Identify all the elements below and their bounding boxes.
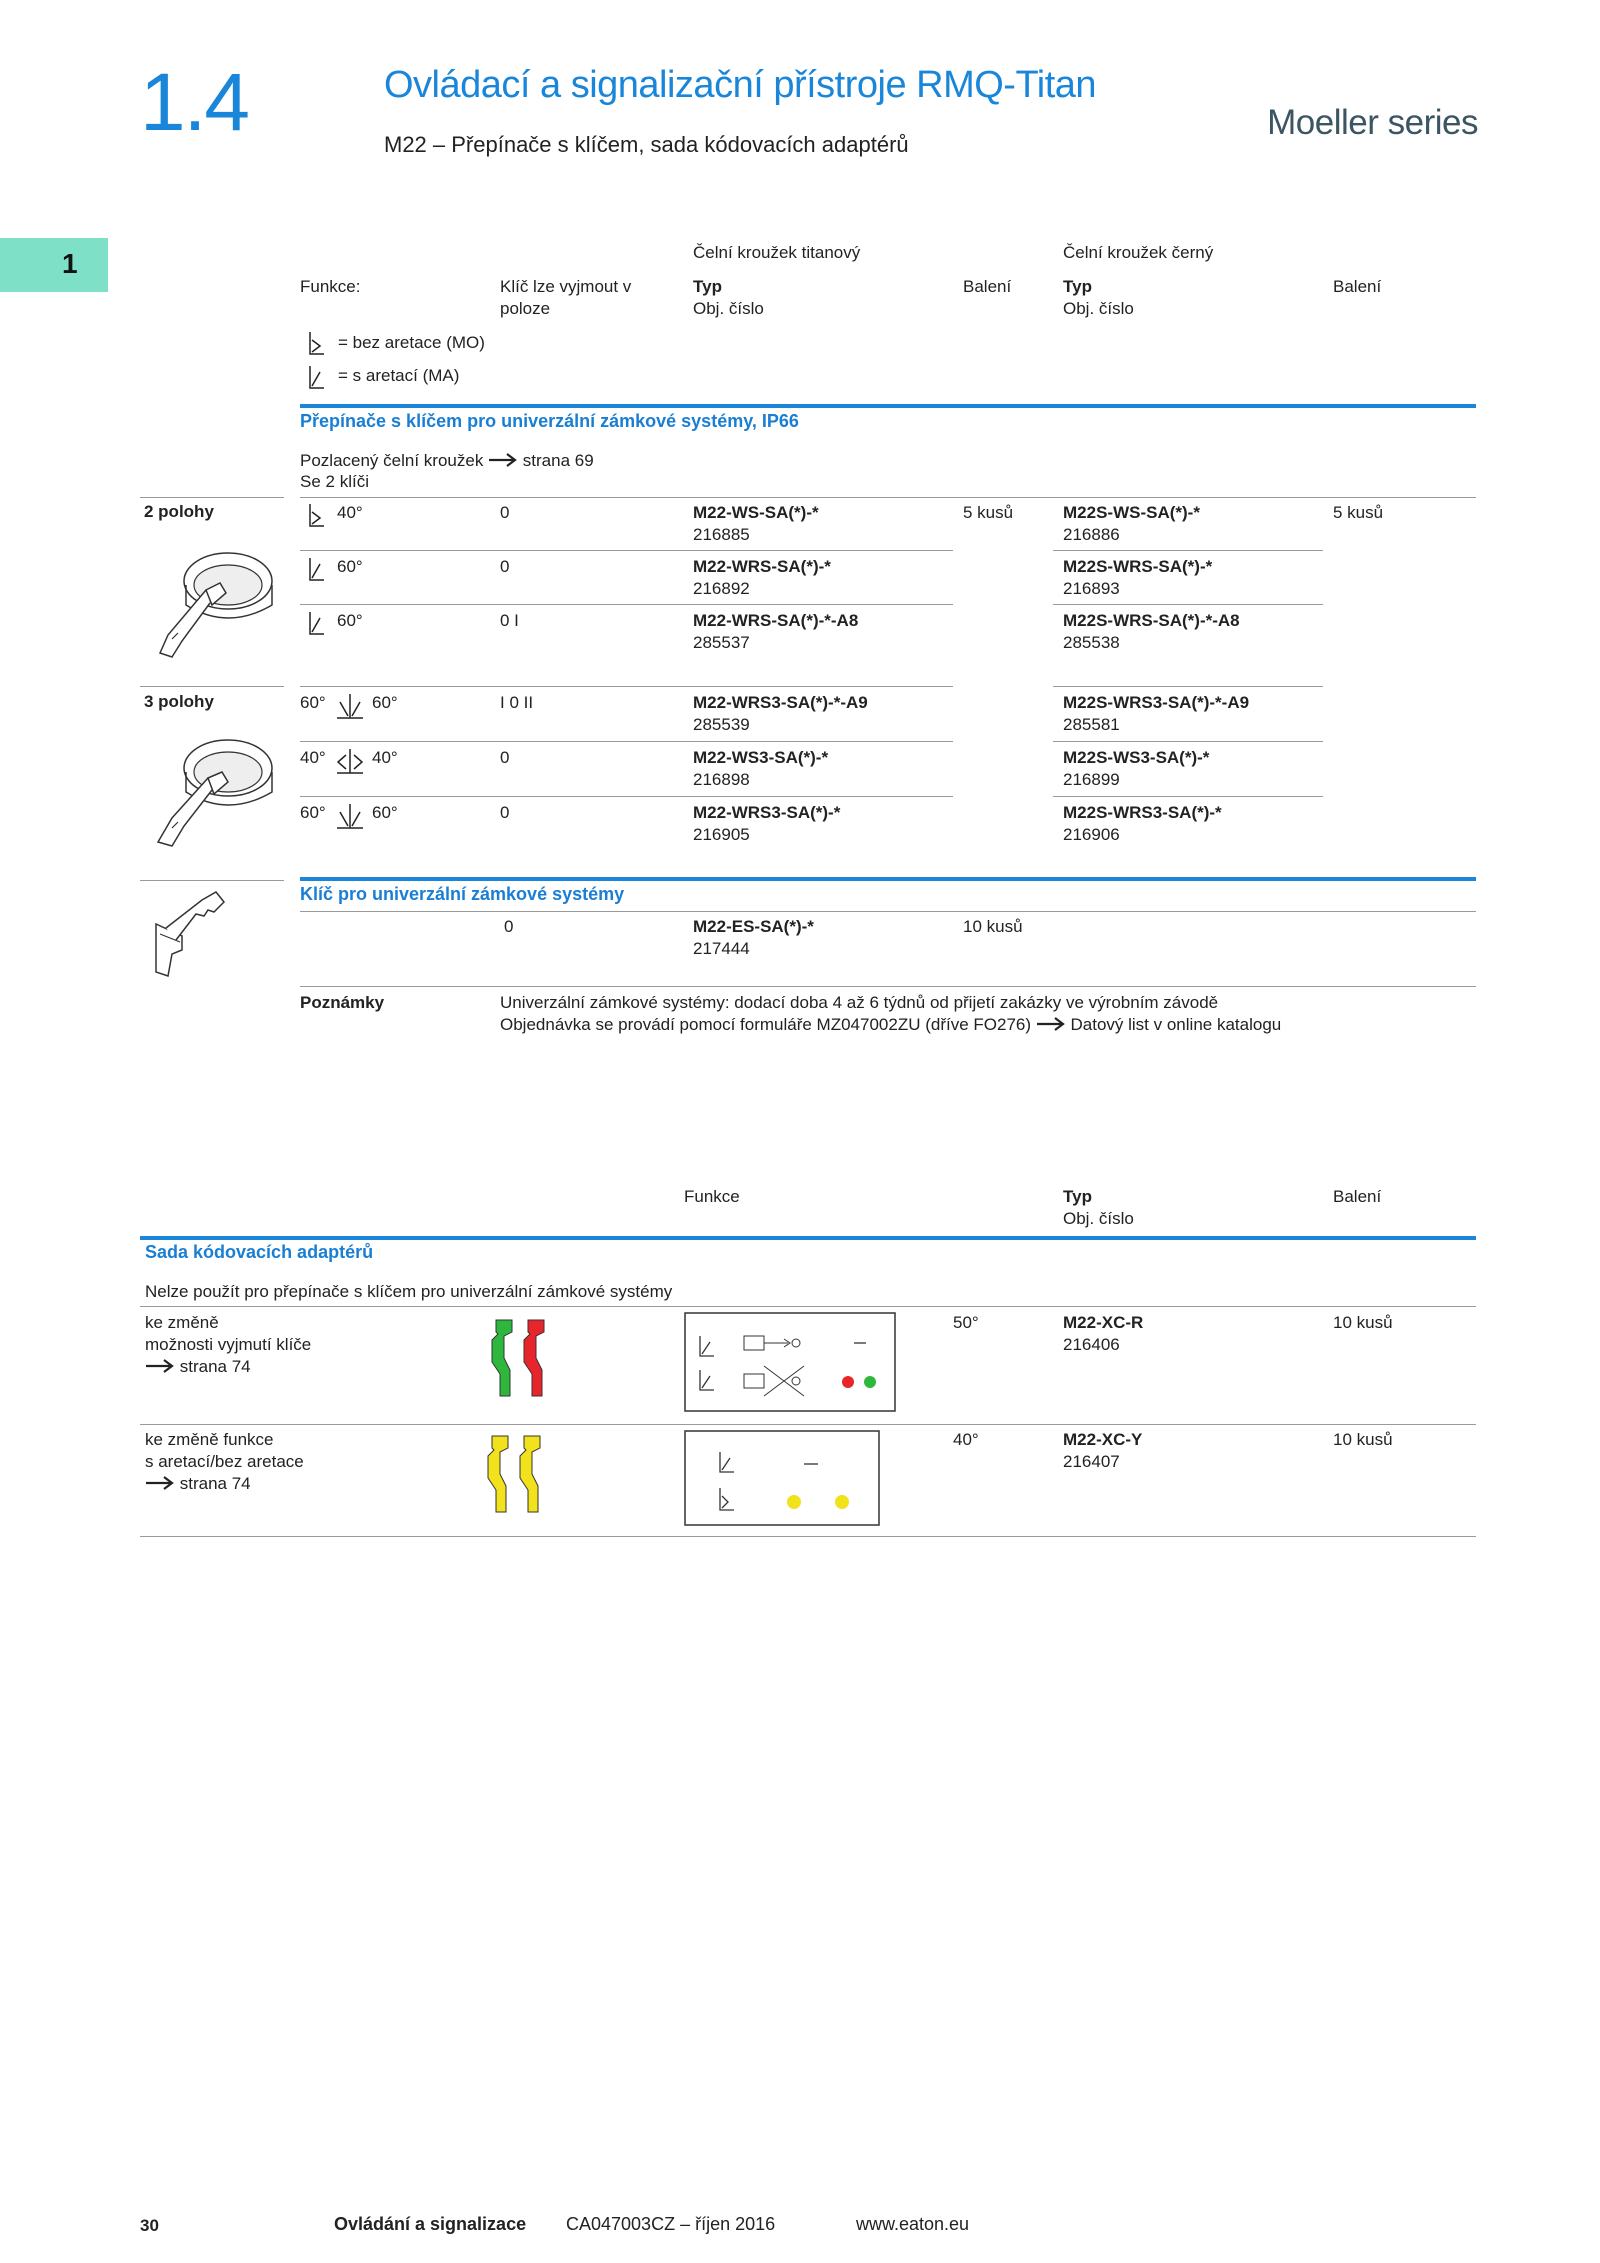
t2-col-function: Funkce (684, 1187, 740, 1206)
footer-page-number: 30 (140, 2216, 159, 2235)
t2-col-order: Obj. číslo (1063, 1209, 1134, 1228)
key-image (146, 884, 226, 978)
row1-no-ti: 216885 (693, 525, 750, 544)
momentary-symbol-icon (306, 330, 330, 358)
arrow-right-icon (488, 453, 518, 467)
section-title-key: Klíč pro univerzální zámkové systémy (300, 884, 625, 904)
row5-type-bk: M22S-WS3-SA(*)-* (1063, 748, 1210, 767)
row5-angle-left: 40° (300, 748, 326, 767)
row2-position: 0 (500, 557, 510, 576)
row1-type-bk: M22S-WS-SA(*)-* (1063, 503, 1200, 522)
row4-angle: 60° (372, 693, 398, 712)
key-position: 0 (504, 917, 514, 936)
row1-pack-ti: 5 kusů (963, 503, 1014, 522)
row1-angle: 40° (337, 503, 363, 522)
t2-row1-page-link[interactable]: strana 74 (179, 1357, 251, 1376)
note-ring-link[interactable]: strana 69 (522, 451, 594, 470)
row2-type-bk: M22S-WRS-SA(*)-* (1063, 557, 1213, 576)
key-switch-3pos-image (146, 722, 286, 852)
three-position-maintained-symbol-icon (333, 802, 367, 832)
key-pack: 10 kusů (963, 917, 1023, 936)
note-keys: Se 2 klíči (300, 472, 369, 491)
row4-no-ti: 285539 (693, 715, 750, 734)
row4-type-bk: M22S-WRS3-SA(*)-*-A9 (1063, 693, 1250, 712)
t2-col-type: Typ (1063, 1187, 1092, 1206)
t2-row1-link (145, 1356, 251, 1378)
section-number: 1.4 (140, 57, 248, 148)
momentary-symbol-icon (306, 502, 330, 530)
row6-type-ti: M22-WRS3-SA(*)-* (693, 803, 841, 822)
key-order-no: 217444 (693, 939, 750, 958)
row2-no-ti: 216892 (693, 579, 750, 598)
row1-no-bk: 216886 (1063, 525, 1120, 544)
col-type-header-black: Typ (1063, 277, 1092, 296)
row5-type-ti: M22-WS3-SA(*)-* (693, 748, 829, 767)
col-order-header-black: Obj. číslo (1063, 299, 1134, 318)
maintained-symbol-icon (306, 364, 330, 392)
t2-col-pack: Balení (1333, 1187, 1382, 1206)
row3-angle: 60° (337, 611, 363, 630)
footer-title: Ovládání a signalizace (334, 2214, 527, 2234)
row3-no-bk: 285538 (1063, 633, 1120, 652)
note-ring-text: Pozlacený čelní kroužek (300, 451, 484, 470)
section-rule (300, 404, 1476, 408)
notes-line2-text: Objednávka se provádí pomocí formuláře MZ047002ZU (dříve FO276) (500, 1015, 1032, 1034)
col-order-header: Obj. číslo (693, 299, 764, 318)
row4-type-ti: M22-WRS3-SA(*)-*-A9 (693, 693, 868, 712)
maintained-symbol-icon (306, 610, 330, 638)
series-label: Moeller series (1267, 103, 1478, 142)
page-title: Ovládací a signalizační přístroje RMQ-Titan (384, 64, 1097, 106)
t2-row1-desc1: ke změně (145, 1313, 219, 1332)
footer-url[interactable]: www.eaton.eu (856, 2214, 970, 2234)
col-key-removable-header: Klíč lze vyjmout v (500, 277, 632, 296)
col-pack-header: Balení (963, 277, 1012, 296)
t2-row1-desc2: možnosti vyjmutí klíče (145, 1335, 312, 1354)
row5-no-ti: 216898 (693, 770, 750, 789)
row6-type-bk: M22S-WRS3-SA(*)-* (1063, 803, 1222, 822)
t2-row1-type: M22-XC-R (1063, 1313, 1144, 1332)
row2-angle: 60° (337, 557, 363, 576)
legend-mo: = bez aretace (MO) (338, 333, 485, 352)
legend-ma: = s aretací (MA) (338, 366, 460, 385)
row3-position: 0 I (500, 611, 519, 630)
label-2-positions: 2 polohy (144, 502, 214, 521)
group-black-header: Čelní kroužek černý (1063, 243, 1214, 262)
t2-row2-type: M22-XC-Y (1063, 1430, 1143, 1449)
side-tab-label: 1 (62, 248, 78, 279)
page-subtitle: M22 – Přepínače s klíčem, sada kódovacích adaptérů (384, 132, 909, 157)
row3-no-ti: 285537 (693, 633, 750, 652)
t2-row1-angle: 50° (953, 1313, 979, 1332)
t2-row2-desc1: ke změně funkce (145, 1430, 274, 1449)
row2-no-bk: 216893 (1063, 579, 1120, 598)
row5-position: 0 (500, 748, 510, 767)
row2-type-ti: M22-WRS-SA(*)-* (693, 557, 831, 576)
row6-position: 0 (500, 803, 510, 822)
t2-row1-no: 216406 (1063, 1335, 1120, 1354)
col-pack-header-black: Balení (1333, 277, 1382, 296)
t2-row2-angle: 40° (953, 1430, 979, 1449)
t2-row2-link (145, 1473, 251, 1495)
footer-catalog: CA047003CZ – říjen 2016 (566, 2214, 776, 2234)
row3-type-bk: M22S-WRS-SA(*)-*-A8 (1063, 611, 1240, 630)
coding-adapter-yellow-image (484, 1428, 564, 1518)
row6-no-ti: 216905 (693, 825, 750, 844)
row4-position: I 0 II (500, 693, 534, 712)
key-type: M22-ES-SA(*)-* (693, 917, 814, 936)
row4-angle-left: 60° (300, 693, 326, 712)
t2-row2-desc2: s aretací/bez aretace (145, 1452, 304, 1471)
coding-adapter-green-red-image (488, 1312, 568, 1402)
t2-row1-pack: 10 kusů (1333, 1313, 1393, 1332)
function-diagram-yellow (684, 1430, 880, 1526)
t2-row2-no: 216407 (1063, 1452, 1120, 1471)
row6-no-bk: 216906 (1063, 825, 1120, 844)
row1-type-ti: M22-WS-SA(*)-* (693, 503, 819, 522)
note-ring (300, 450, 594, 472)
arrow-right-icon (145, 1359, 175, 1373)
t2-row2-pack: 10 kusů (1333, 1430, 1393, 1449)
col-function-header: Funkce: (300, 277, 361, 296)
notes-line2-link[interactable]: Datový list v online katalogu (1070, 1015, 1282, 1034)
row1-position: 0 (500, 503, 510, 522)
three-position-momentary-symbol-icon (333, 747, 367, 777)
row1-pack-bk: 5 kusů (1333, 503, 1384, 522)
side-tab (0, 238, 108, 292)
t2-note: Nelze použít pro přepínače s klíčem pro univerzální zámkové systémy (145, 1282, 673, 1301)
key-switch-2pos-image (146, 535, 286, 665)
notes-line1: Univerzální zámkové systémy: dodací doba 4 až 6 týdnů od přijetí zakázky ve výrobním závodě (500, 993, 1219, 1012)
row6-angle-left: 60° (300, 803, 326, 822)
function-diagram-red-green (684, 1312, 896, 1412)
maintained-symbol-icon (306, 556, 330, 584)
group-titanium-header: Čelní kroužek titanový (693, 243, 861, 262)
notes-line2 (500, 1014, 1281, 1036)
label-3-positions: 3 polohy (144, 692, 214, 711)
row3-type-ti: M22-WRS-SA(*)-*-A8 (693, 611, 859, 630)
col-type-header: Typ (693, 277, 722, 296)
row5-no-bk: 216899 (1063, 770, 1120, 789)
row5-angle: 40° (372, 748, 398, 767)
section-title-switches: Přepínače s klíčem pro univerzální zámkové systémy, IP66 (300, 411, 799, 431)
arrow-right-icon (1036, 1017, 1066, 1031)
row6-angle: 60° (372, 803, 398, 822)
notes-label: Poznámky (300, 993, 385, 1012)
t2-row2-page-link[interactable]: strana 74 (179, 1474, 251, 1493)
col-key-removable-header-2: poloze (500, 299, 551, 318)
row4-no-bk: 285581 (1063, 715, 1120, 734)
three-position-maintained-symbol-icon (333, 692, 367, 722)
section-title-adapters: Sada kódovacích adaptérů (145, 1242, 374, 1262)
arrow-right-icon (145, 1476, 175, 1490)
